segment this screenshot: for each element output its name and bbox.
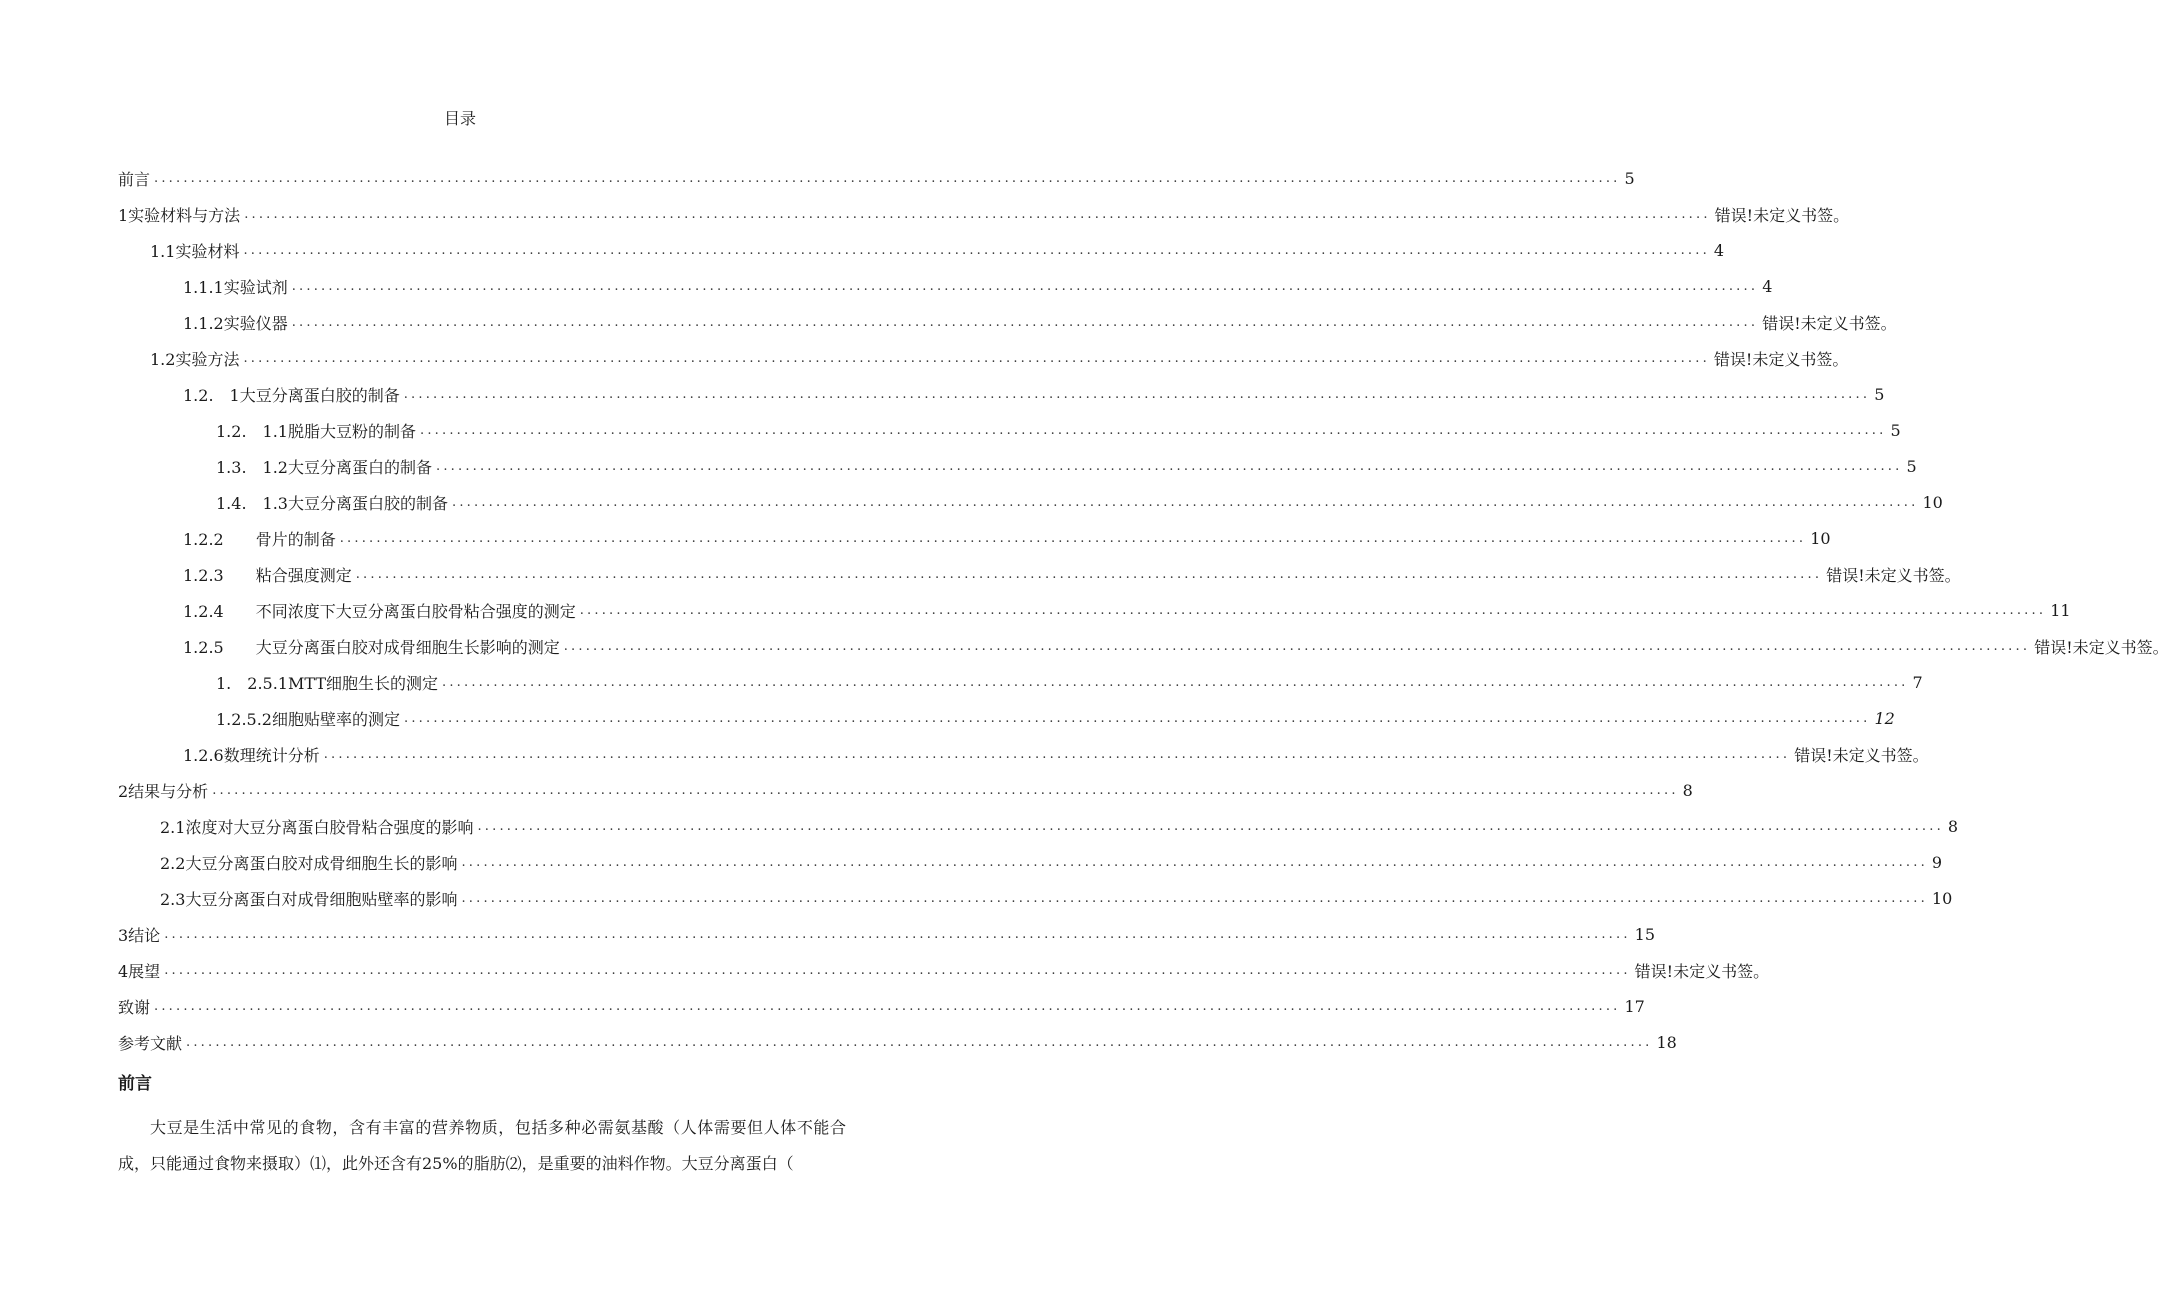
toc-entry-label: 1. 2.5.1MTT细胞生长的测定 — [216, 673, 439, 693]
toc-leader-dots: ........................................................................................................................................................................................................ — [442, 674, 1909, 690]
toc-entry-label: 1.4. 1.3大豆分离蛋白胶的制备 — [216, 493, 448, 513]
toc-leader-dots: ........................................................................................................................................................................................................ — [212, 782, 1679, 798]
toc-entry[interactable] — [118, 772, 1693, 808]
toc-leader-dots: ........................................................................................................................................................................................................ — [355, 566, 1823, 582]
toc-entry-label: 1.2. 1.1脱脂大豆粉的制备 — [216, 421, 416, 441]
toc-entry-page: 错误!未定义书签。 — [1794, 745, 1929, 765]
toc-entry-page: 10 — [1922, 492, 1943, 512]
toc-leader-dots: ........................................................................................................................................................................................................ — [244, 206, 1711, 222]
toc-leader-dots: ........................................................................................................................................................................................................ — [154, 998, 1621, 1014]
toc-entry-page: 错误!未定义书签。 — [1713, 349, 1849, 369]
toc-entry-label: 前言 — [118, 169, 151, 189]
toc-leader-dots: ........................................................................................................................................................................................................ — [403, 710, 1871, 726]
toc-entry[interactable] — [183, 304, 1897, 340]
toc-entry-label: 1实验材料与方法 — [118, 205, 241, 225]
toc-entry-label: 3结论 — [118, 925, 161, 945]
toc-entry-page: 12 — [1874, 708, 1895, 728]
toc-entry-page: 错误!未定义书签。 — [1762, 313, 1897, 333]
toc-entry-page: 17 — [1624, 996, 1645, 1016]
toc-entry-page: 4 — [1762, 276, 1773, 296]
toc-entry[interactable] — [160, 808, 1959, 844]
body-paragraph: 大豆是生活中常见的食物，含有丰富的营养物质，包括多种必需氨基酸（人体需要但人体不能合成，只能通过食物来摄取）⑴，此外还含有25%的脂肪⑵，是重要的油料作物。大豆分离蛋白（ — [118, 1118, 846, 1173]
toc-leader-dots: ........................................................................................................................................................................................................ — [243, 242, 1710, 258]
toc-entry-label: 致谢 — [118, 997, 151, 1017]
toc-entry-label: 2结果与分析 — [118, 781, 209, 801]
toc-leader-dots: ........................................................................................................................................................................................................ — [186, 1034, 1653, 1050]
toc-entry-label: 1.2. 1大豆分离蛋白胶的制备 — [183, 385, 400, 405]
toc-title: 目录 — [443, 109, 476, 128]
toc-entry-page: 5 — [1890, 420, 1901, 440]
toc-entry-page: 7 — [1912, 672, 1923, 692]
toc-leader-dots: ........................................................................................................................................................................................................ — [477, 818, 1944, 834]
toc-entry-label: 1.2.5.2细胞贴壁率的测定 — [216, 709, 400, 729]
toc-leader-dots: ........................................................................................................................................................................................................ — [164, 926, 1631, 942]
toc-entry-label: 1.2.4 不同浓度下大豆分离蛋白胶骨粘合强度的测定 — [183, 601, 576, 621]
toc-entry-label: 4展望 — [118, 961, 161, 981]
toc-leader-dots: ........................................................................................................................................................................................................ — [291, 314, 1759, 330]
toc-entry-label: 1.1实验材料 — [150, 241, 240, 261]
toc-leader-dots: ........................................................................................................................................................................................................ — [164, 962, 1631, 978]
toc-entry-page: 8 — [1947, 816, 1959, 836]
toc-entry-page: 18 — [1656, 1032, 1677, 1052]
toc-entry-label: 参考文献 — [118, 1033, 183, 1053]
toc-entry-label: 1.1.2实验仪器 — [183, 313, 288, 333]
toc-entry[interactable] — [183, 592, 2071, 628]
toc-entry[interactable] — [216, 484, 1943, 520]
toc-entry-page: 错误!未定义书签。 — [2034, 637, 2169, 657]
toc-entry[interactable] — [118, 1024, 1677, 1060]
toc-entry-label: 2.3大豆分离蛋白对成骨细胞贴壁率的影响 — [160, 889, 458, 909]
toc-entry[interactable] — [183, 268, 1773, 304]
toc-entry-page: 10 — [1810, 528, 1831, 548]
toc-entry[interactable] — [160, 880, 1953, 916]
toc-entry-label: 2.2大豆分离蛋白胶对成骨细胞生长的影响 — [160, 853, 458, 873]
toc-entry-label: 1.3. 1.2大豆分离蛋白的制备 — [216, 457, 432, 477]
toc-entry[interactable] — [150, 340, 1849, 376]
toc-entry-label: 1.1.1实验试剂 — [183, 277, 288, 297]
section-heading: 前言 — [118, 1074, 152, 1094]
toc-entry[interactable] — [118, 916, 1656, 952]
toc-entry-page: 10 — [1931, 888, 1953, 908]
toc-entry[interactable] — [216, 448, 1917, 484]
toc-entry-label: 1.2.2 骨片的制备 — [183, 529, 336, 549]
toc-entry-page: 11 — [2050, 600, 2071, 620]
toc-leader-dots: ........................................................................................................................................................................................................ — [563, 638, 2031, 654]
toc-leader-dots: ........................................................................................................................................................................................................ — [323, 746, 1791, 762]
toc-leader-dots: ........................................................................................................................................................................................................ — [403, 386, 1871, 402]
toc-entry-label: 1.2.3 粘合强度测定 — [183, 565, 352, 585]
toc-entry-label: 2.1浓度对大豆分离蛋白胶骨粘合强度的影响 — [160, 817, 474, 837]
toc-entry[interactable] — [183, 556, 1961, 592]
toc-entry[interactable] — [216, 412, 1901, 448]
toc-leader-dots: ........................................................................................................................................................................................................ — [419, 422, 1887, 438]
toc-entry-page: 错误!未定义书签。 — [1826, 565, 1961, 585]
toc-entry-page: 8 — [1682, 780, 1693, 800]
toc-entry-label: 1.2.6数理统计分析 — [183, 745, 320, 765]
toc-entry-page: 15 — [1634, 924, 1656, 944]
toc-leader-dots: ........................................................................................................................................................................................................ — [243, 350, 1710, 366]
toc-entry[interactable] — [118, 160, 1635, 196]
toc-entry[interactable] — [216, 700, 1895, 736]
toc-leader-dots: ........................................................................................................................................................................................................ — [461, 854, 1928, 870]
toc-entry[interactable] — [160, 844, 1943, 880]
toc-entry[interactable] — [183, 376, 1885, 412]
toc-entry-page: 4 — [1713, 240, 1725, 260]
toc-entry[interactable] — [118, 952, 1770, 988]
toc-leader-dots: ........................................................................................................................................................................................................ — [451, 494, 1919, 510]
toc-entry-page: 5 — [1874, 384, 1885, 404]
toc-entry[interactable] — [183, 520, 1831, 556]
toc-entry[interactable] — [183, 736, 1929, 772]
toc-entry-page: 5 — [1624, 168, 1635, 188]
toc-entry-page: 错误!未定义书签。 — [1634, 961, 1770, 981]
toc-entry-page: 5 — [1906, 456, 1917, 476]
toc-entry[interactable] — [183, 628, 2169, 664]
toc-entry[interactable] — [118, 988, 1645, 1024]
toc-entry[interactable] — [118, 196, 1850, 232]
toc-entry-page: 9 — [1931, 852, 1943, 872]
toc-leader-dots: ........................................................................................................................................................................................................ — [291, 278, 1759, 294]
toc-leader-dots: ........................................................................................................................................................................................................ — [339, 530, 1807, 546]
toc-entry[interactable] — [150, 232, 1725, 268]
toc-entry-label: 1.2.5 大豆分离蛋白胶对成骨细胞生长影响的测定 — [183, 637, 560, 657]
toc-leader-dots: ........................................................................................................................................................................................................ — [461, 890, 1928, 906]
toc-entry-page: 错误!未定义书签。 — [1714, 205, 1850, 225]
toc-leader-dots: ........................................................................................................................................................................................................ — [154, 170, 1621, 186]
toc-leader-dots: ........................................................................................................................................................................................................ — [579, 602, 2047, 618]
toc-entry-label: 1.2实验方法 — [150, 349, 240, 369]
toc-entry[interactable] — [216, 664, 1923, 700]
toc-leader-dots: ........................................................................................................................................................................................................ — [435, 458, 1903, 474]
